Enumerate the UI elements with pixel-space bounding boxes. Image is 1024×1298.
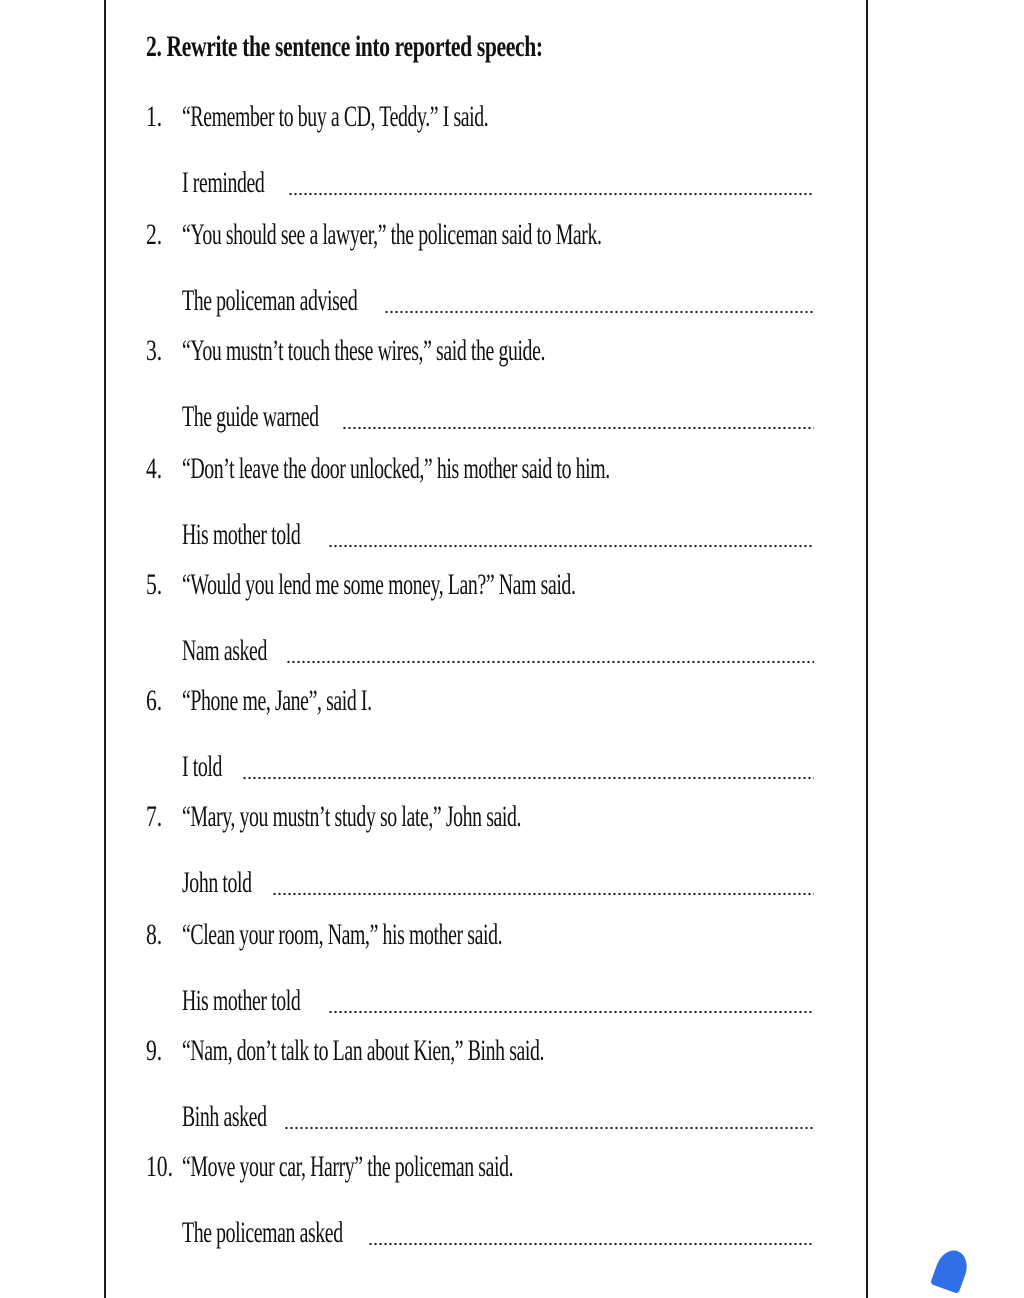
- exercise-quote: “Would you lend me some money, Lan?” Nam said.: [182, 568, 576, 601]
- answer-dotted-line[interactable]: [242, 776, 814, 780]
- answer-line: [182, 512, 814, 552]
- exercise-quote: “Move your car, Harry” the policeman said.: [182, 1150, 514, 1183]
- exercise-number: 4.: [146, 452, 163, 485]
- exercise-number: 5.: [146, 568, 163, 601]
- answer-starter: The policeman advised: [182, 284, 358, 317]
- answer-line: [182, 978, 814, 1018]
- exercise-number: 6.: [146, 684, 163, 717]
- answer-starter: The policeman asked: [182, 1216, 343, 1249]
- answer-dotted-line[interactable]: [342, 426, 814, 430]
- answer-starter: His mother told: [182, 518, 301, 551]
- exercise-number: 7.: [146, 800, 163, 833]
- exercise-number: 2.: [146, 218, 163, 251]
- answer-dotted-line[interactable]: [286, 660, 814, 664]
- exercise-quote: “Remember to buy a CD, Teddy.” I said.: [182, 100, 489, 133]
- answer-line: [182, 394, 814, 434]
- exercise-item-9: [0, 1034, 1024, 1152]
- exercise-item-8: [0, 918, 1024, 1036]
- answer-dotted-line[interactable]: [384, 310, 814, 314]
- exercise-quote: “Clean your room, Nam,” his mother said.: [182, 918, 503, 951]
- exercise-quote: “Mary, you mustn’t study so late,” John said.: [182, 800, 522, 833]
- answer-dotted-line[interactable]: [288, 192, 814, 196]
- exercise-item-7: [0, 800, 1024, 918]
- answer-line: [182, 1210, 814, 1250]
- exercise-quote: “Nam, don’t talk to Lan about Kien,” Binh said.: [182, 1034, 545, 1067]
- answer-starter: I reminded: [182, 166, 265, 199]
- answer-starter: Nam asked: [182, 634, 267, 667]
- answer-dotted-line[interactable]: [284, 1126, 814, 1130]
- exercise-quote: “You mustn’t touch these wires,” said the guide.: [182, 334, 546, 367]
- answer-line: [182, 160, 814, 200]
- exercise-number: 8.: [146, 918, 163, 951]
- exercise-number: 1.: [146, 100, 163, 133]
- exercise-quote: “You should see a lawyer,” the policeman said to Mark.: [182, 218, 602, 251]
- exercise-quote: “Phone me, Jane”, said I.: [182, 684, 372, 717]
- exercise-number: 3.: [146, 334, 163, 367]
- exercise-number: 10.: [146, 1150, 173, 1183]
- answer-dotted-line[interactable]: [272, 892, 814, 896]
- answer-starter: The guide warned: [182, 400, 319, 433]
- exercise-quote: “Don’t leave the door unlocked,” his mother said to him.: [182, 452, 610, 485]
- exercise-item-10: [0, 1150, 1024, 1268]
- answer-line: [182, 860, 814, 900]
- exercise-item-5: [0, 568, 1024, 686]
- answer-line: [182, 278, 814, 318]
- answer-line: [182, 744, 814, 784]
- answer-starter: John told: [182, 866, 252, 899]
- answer-dotted-line[interactable]: [368, 1242, 814, 1246]
- exercise-item-4: [0, 452, 1024, 570]
- exercise-heading: 2. Rewrite the sentence into reported speech:: [146, 30, 543, 63]
- exercise-item-2: [0, 218, 1024, 336]
- answer-starter: His mother told: [182, 984, 301, 1017]
- exercise-item-1: [0, 100, 1024, 218]
- answer-line: [182, 628, 814, 668]
- exercise-number: 9.: [146, 1034, 163, 1067]
- answer-starter: I told: [182, 750, 222, 783]
- answer-dotted-line[interactable]: [328, 1010, 814, 1014]
- exercise-item-3: [0, 334, 1024, 452]
- exercise-item-6: [0, 684, 1024, 802]
- answer-dotted-line[interactable]: [328, 544, 814, 548]
- answer-line: [182, 1094, 814, 1134]
- answer-starter: Binh asked: [182, 1100, 267, 1133]
